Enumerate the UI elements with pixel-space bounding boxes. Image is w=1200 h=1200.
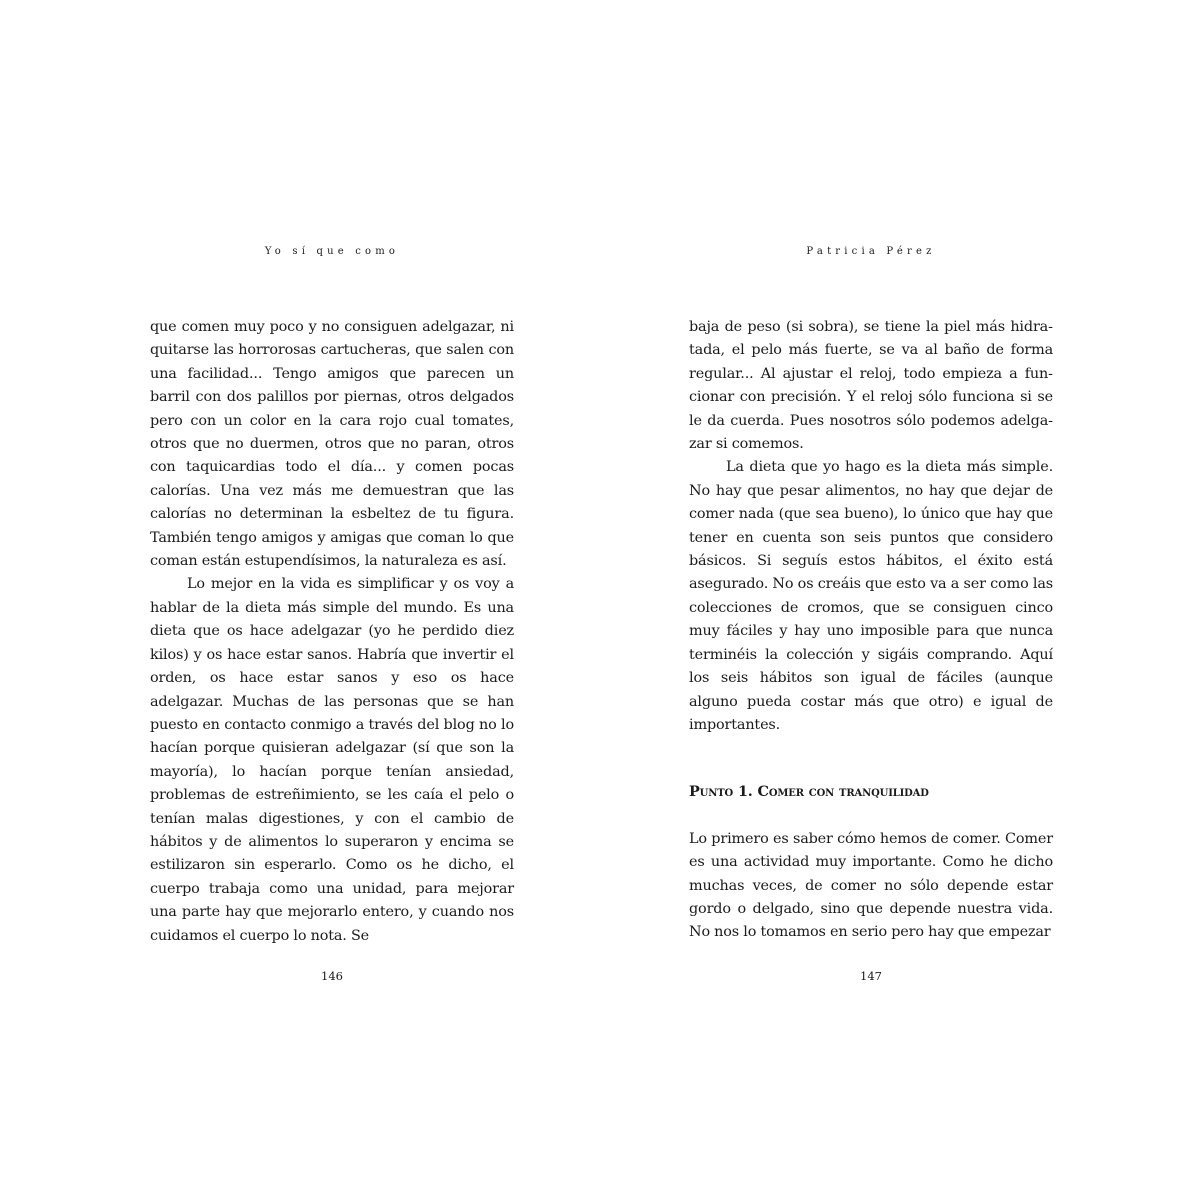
running-head-book-title: Yo sí que como — [264, 246, 400, 257]
left-page-body — [150, 316, 514, 948]
paragraph: Lo mejor en la vida es simplificar y os voy a hablar de la dieta más simple del mundo. Es una dieta que os hace adelgazar (yo he perdido diez kilos) y os hace estar sanos. Habría que invertir el orden, os hace estar sanos y eso os hace adelgazar. Muchas de las personas que se han puesto en contacto conmigo a través del blog no lo hacían porque quisieran adelgazar (sí que son la mayoría), lo hacían porque tenían ansiedad, problemas de estreñimiento, se les caía el pelo o tenían malas digestiones, y con el cambio de hábitos y de alimentos lo superaron y encima se estilizaron sin esperarlo. Como os he dicho, el cuerpo trabaja como una unidad, para mejorar una parte hay que mejorarlo entero, y cuando nos cuidamos el cuerpo lo nota. Se — [150, 576, 514, 944]
section-heading: Punto 1. Comer con tranquilidad — [689, 783, 929, 801]
page-number: 146 — [321, 969, 343, 983]
right-page-body — [689, 316, 1053, 945]
paragraph: La dieta que yo hago es la dieta más simple. No hay que pesar alimentos, no hay que dejar de comer nada (que sea bueno), lo único que hay que tener en cuenta son seis puntos que considero básicos. Si seguís estos hábitos, el éxito está asegurado. No os creáis que esto va a ser como las colecciones de cromos, que se consiguen cinco muy fáciles y hay uno imposible para que nunca terminéis la colección y sigáis comprando. Aquí los seis hábitos son igual de fáciles (aunque alguno pueda costar más que otro) e igual de importantes. — [689, 459, 1053, 733]
paragraph: Lo primero es saber cómo hemos de comer. Comer es una actividad muy importante. Como he dicho muchas veces, de comer no sólo depende estar gordo o delgado, sino que depende nuestra vida. No nos lo tomamos en serio pero hay que empezar — [689, 830, 1053, 941]
paragraph: que comen muy poco y no consiguen adelgazar, ni quitarse las horrorosas cartucheras, que salen con una facilidad... Tengo amigos que parecen un barril con dos palillos por piernas, otros delgados pero con un color en la cara rojo cual tomates, otros que no duermen, otros que no paran, otros con taquicardias todo el día... y comen pocas calorías. Una vez más me demuestran que las calorías no determinan la esbeltez de tu figura. También tengo amigos y amigas que coman lo que coman están estupendísimos, la naturaleza es así. — [150, 319, 514, 570]
running-head-author: Patricia Pérez — [806, 246, 936, 257]
page-number: 147 — [860, 969, 882, 983]
left-page — [150, 0, 514, 1200]
right-page — [689, 0, 1053, 1200]
paragraph: baja de peso (si sobra), se tiene la piel más hidratada, el pelo más fuerte, se va al baño de forma regular... Al ajustar el reloj, todo empieza a funcionar con precisión. Y el reloj sólo funciona si se le da cuerda. Pues nosotros sólo podemos adelgazar si comemos. — [689, 319, 1053, 453]
